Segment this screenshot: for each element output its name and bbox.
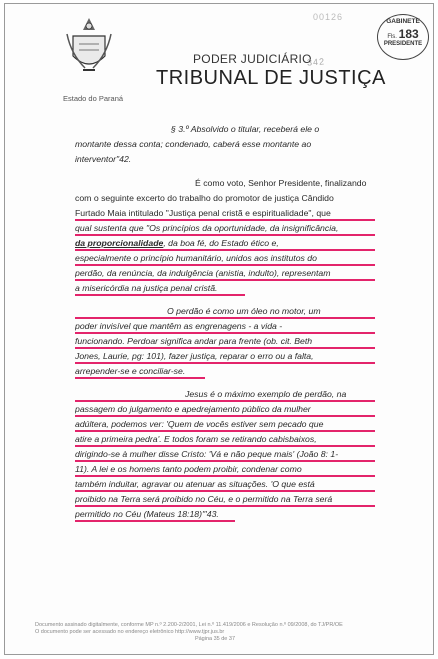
document-page [4,3,434,655]
top-number: 00126 [313,12,344,22]
line-rest: , da boa fé, do Estado ético e, [163,237,279,248]
page-number: Página 35 de 37 [194,636,236,642]
court-name-line2: TRIBUNAL DE JUSTIÇA [156,67,386,89]
highlighted-line: arrepender-se e conciliar-se. [75,364,205,379]
highlighted-line: dirigindo-se à mulher disse Cristo: 'Vá e não peque mais' (João 8: 1- [75,447,375,462]
stamp-number: 183 [398,27,419,41]
stamp-top: GABINETE [386,18,420,25]
highlighted-line: poder invisível que mantêm as engrenagens - a vida - [75,319,375,334]
stamp-bottom: PRESIDENTE [383,41,423,47]
margin-number: 342 [306,56,326,68]
highlighted-line: também induitar, agravar ou atenuar as situações. 'O que está [75,477,375,492]
highlighted-line: O perdão é como um óleo no motor, um [75,304,375,319]
quote-line: interventor"42. [75,154,132,165]
highlighted-line: proibido na Terra será proibido no Céu, e o permitido na Terra será [75,492,375,507]
highlighted-line: Jesus é o máximo exemplo de perdão, na [75,387,375,402]
highlighted-line [75,236,375,251]
footer-line: Documento assinado digitalmente, conforme MP n.º 2.200-2/2001, Lei n.º 11.419/2006 e Resolução n.º 09/2008, do TJ/PR/OE [35,622,343,628]
quote-line: montante dessa conta; condenado, caberá esse montante ao [75,139,312,150]
highlighted-line: especialmente o princípio humanitário, unidos aos institutos do [75,251,375,266]
bold-term: da proporcionalidade [75,237,164,248]
quote-line: § 3.º Absolvido o titular, receberá ele o [171,124,320,134]
highlighted-line: a misericórdia na justiça penal cristã. [75,281,245,296]
highlighted-line: perdão, da renúncia, da indulgência (anistia, indulto), representam [75,266,375,281]
stamp-label: Fls. [387,34,397,40]
highlighted-line: funcionando. Perdoar significa andar para frente (ob. cit. Beth [75,334,375,349]
highlighted-line: permitido no Céu (Mateus 18:18)'"43. [75,507,235,522]
court-name-line1: PODER JUDICIÁRIO [193,52,312,66]
highlighted-line: Jones, Laurie, pg: 101), fazer justiça, reparar o erro ou a falta, [75,349,375,364]
state-caption: Estado do Paraná [63,94,124,103]
document-body [75,122,375,522]
highlighted-line: qual sustenta que "Os princípios da oportunidade, da insignificância, [75,221,375,236]
office-stamp [377,14,429,60]
page-footer [35,622,395,643]
highlighted-line: 11). A lei e os homens tanto podem proibir, condenar como [75,462,375,477]
highlighted-line: passagem do julgamento e apedrejamento público da mulher [75,402,375,417]
highlighted-line: atire a primeira pedra'. E todos foram se retirando cabisbaixos, [75,432,375,447]
highlighted-line: adúltera, podemos ver: 'Quem de vocês estiver sem pecado que [75,417,375,432]
footer-line: O documento pode ser acessado no endereço eletrônico http://www.tjpr.jus.br [35,629,225,635]
coat-of-arms-icon [65,14,113,76]
highlighted-line: Furtado Maia intitulado "Justiça penal cristã e espiritualidade", que [75,206,375,221]
text-line: É como voto, Senhor Presidente, finalizando [195,177,367,188]
text-line: com o seguinte excerto do trabalho do promotor de justiça Cândido [75,192,334,203]
